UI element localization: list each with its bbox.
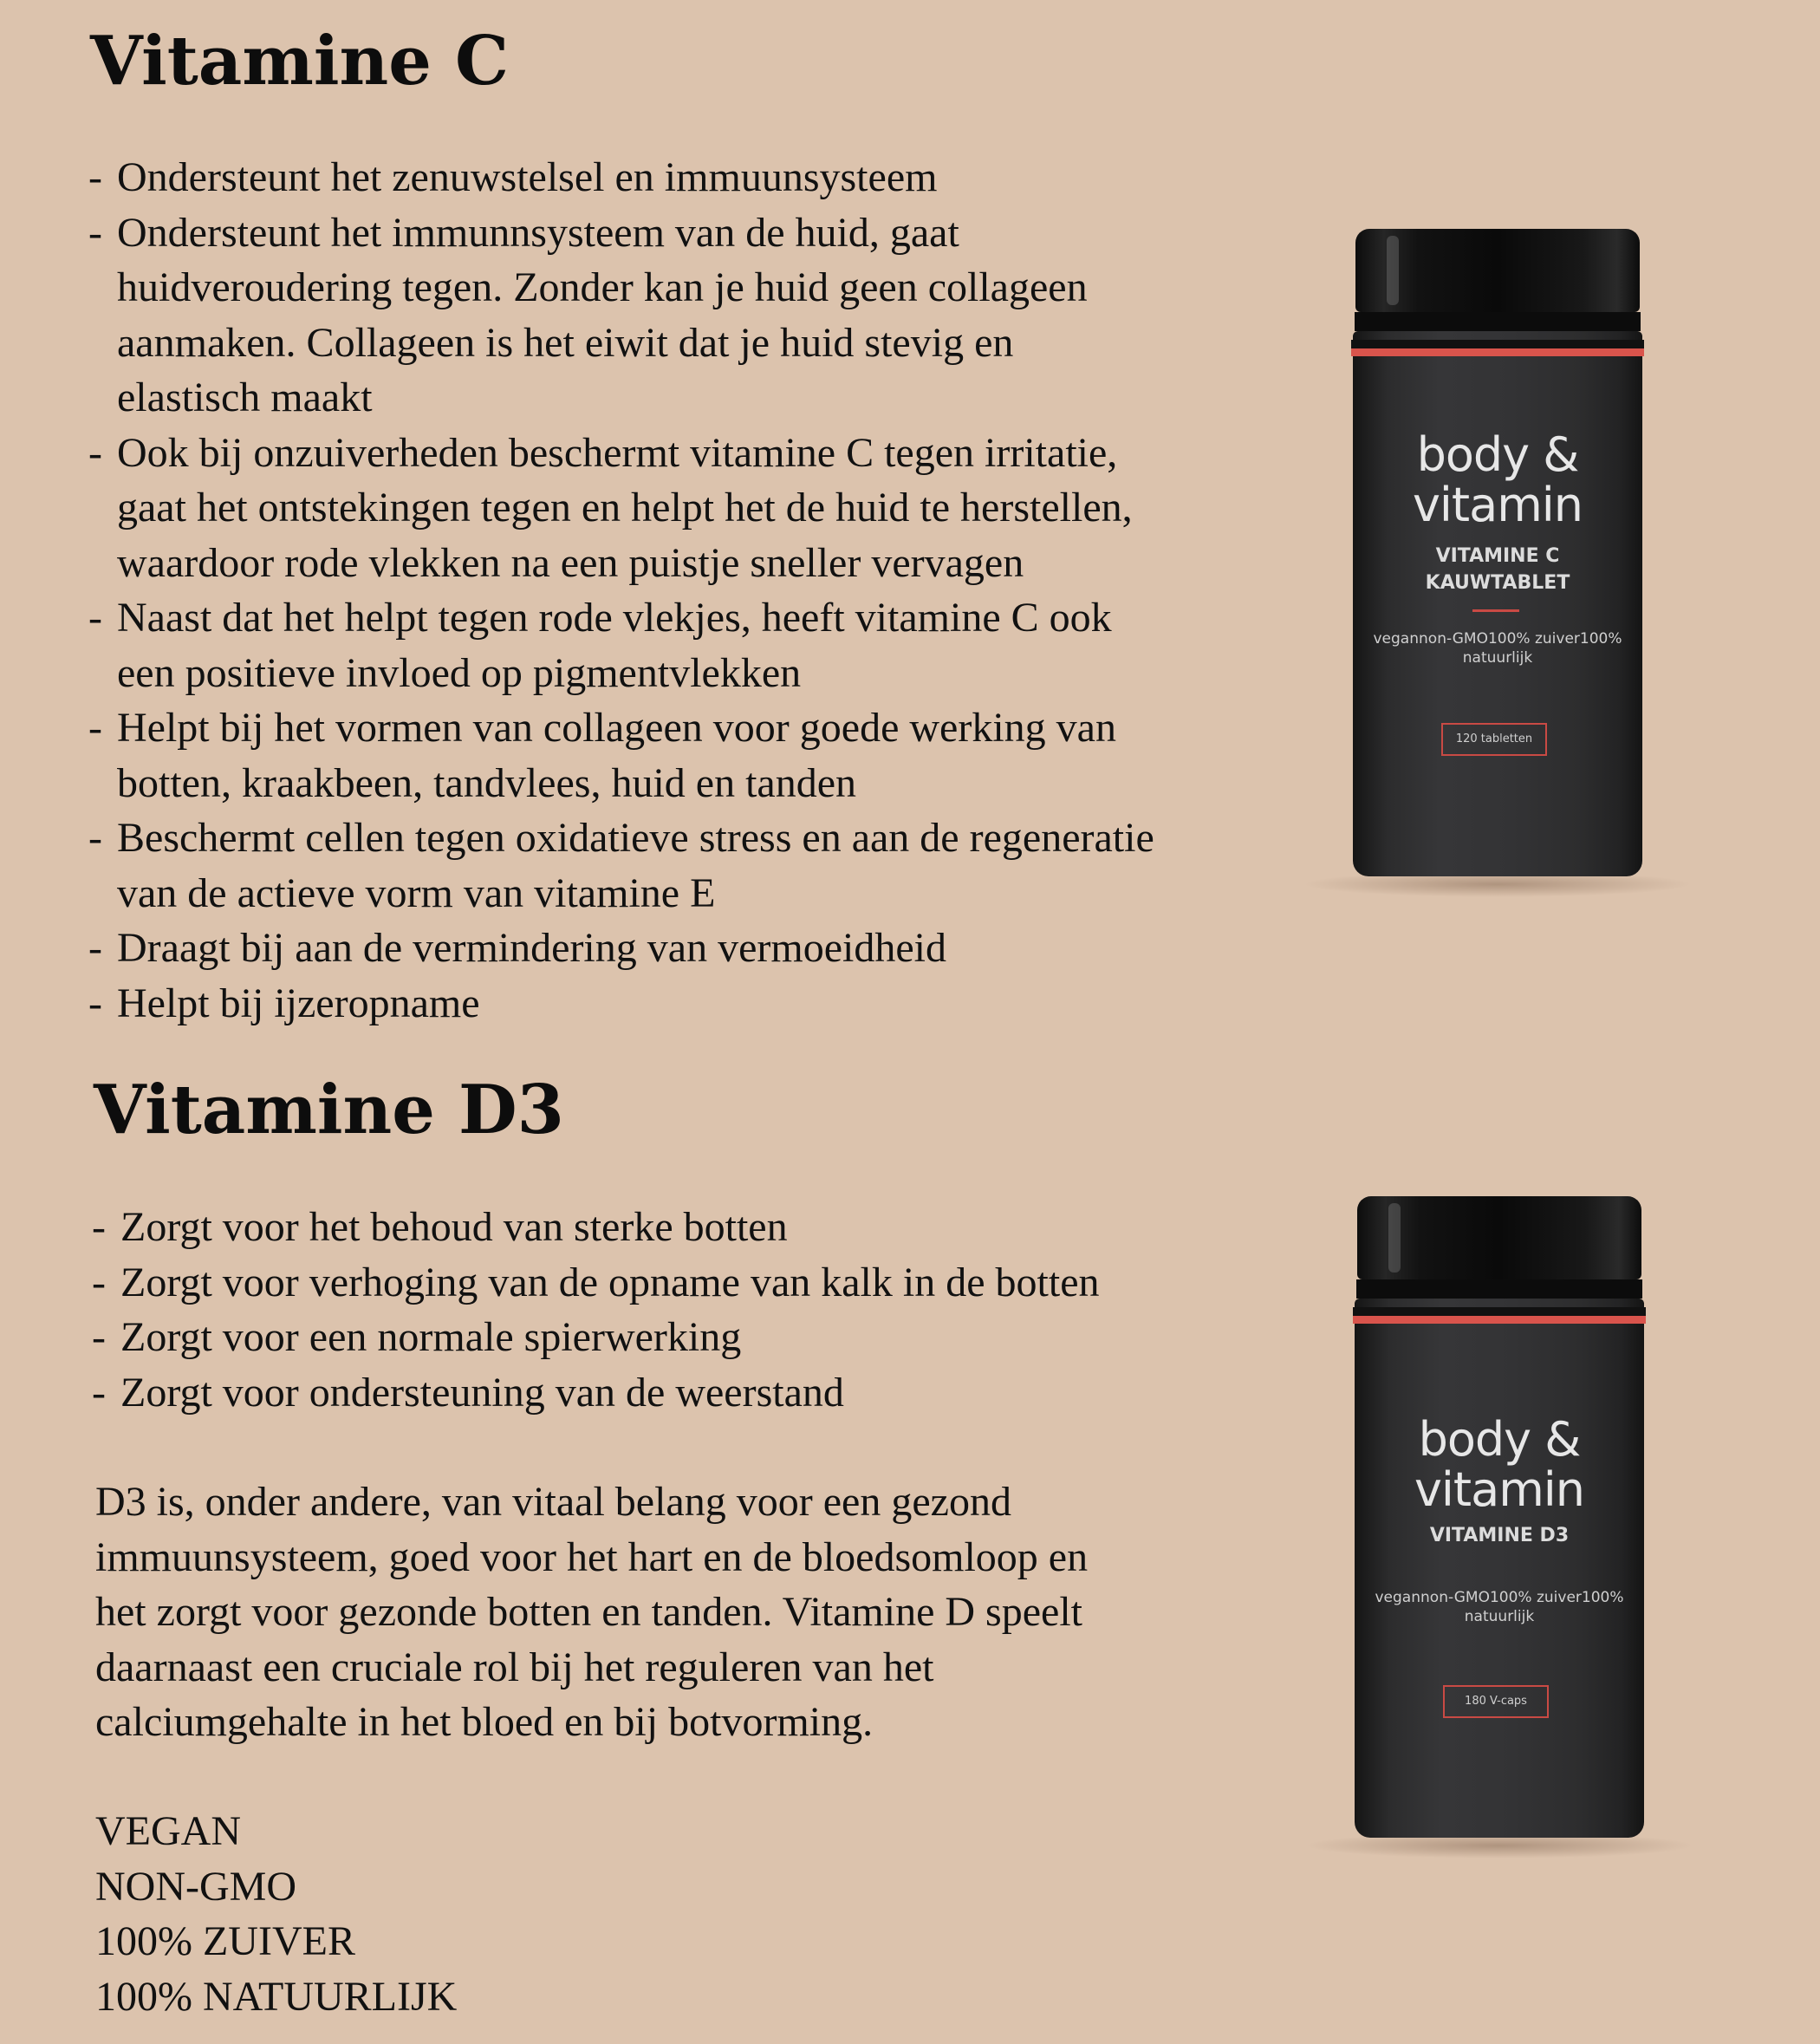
vitamin-d3-description (95, 1474, 1088, 1750)
list-item: - Ook bij onzuiverheden beschermt vitamine C tegen irritatie, gaat het ontstekingen tegen en helpt het de huid te herstellen, waardoor rode vlekken na een puistje sneller vervagen (88, 429, 1133, 586)
list-item: - Helpt bij ijzeropname (88, 980, 480, 1026)
list-item: - Beschermt cellen tegen oxidatieve stress en aan de regeneratie van de actieve vorm van vitamine E (88, 815, 1154, 916)
claim-line: 100% ZUIVER (95, 1918, 355, 1964)
product-name: VITAMINE C KAUWTABLET (1425, 545, 1570, 594)
paragraph-line: immuunsysteem, goed voor het hart en de bloedsomloop en (95, 1533, 1089, 1580)
feature-line: 100% zuiver (1487, 630, 1580, 648)
paragraph-line: het zorgt voor gezonde botten en tanden. Vitamine D speelt (95, 1589, 1083, 1635)
list-item: - Zorgt voor een normale spierwerking (92, 1314, 742, 1360)
feature-line: 100% zuiver (1489, 1589, 1582, 1606)
product-features (1355, 1588, 1644, 1626)
list-item: - Ondersteunt het immunnsysteem van de huid, gaat huidveroudering tegen. Zonder kan je huid geen collageen aanmaken. Collageen is het eiwit dat je huid stevig en elastisch maakt (88, 209, 1088, 420)
feature-line: 100% natuurlijk (1464, 1589, 1624, 1625)
list-item: - Helpt bij het vormen van collageen voor goede werking van botten, kraakbeen, tandvlees, huid en tanden (88, 705, 1116, 806)
list-item: - Zorgt voor ondersteuning van de weerstand (92, 1369, 844, 1416)
vitamin-d3-product-image (1356, 1196, 1642, 1838)
list-item: - Zorgt voor verhoging van de opname van kalk in de botten (92, 1259, 1100, 1305)
list-item: - Draagt bij aan de vermindering van vermoeidheid (88, 925, 946, 971)
label-divider (1472, 609, 1519, 612)
paragraph-line: daarnaast een cruciale rol bij het reguleren van het (95, 1644, 934, 1690)
feature-line: vegan (1373, 630, 1420, 648)
product-features (1353, 629, 1642, 667)
claim-line: VEGAN (95, 1808, 241, 1854)
vitamin-c-benefits-list (88, 150, 1154, 1031)
list-item: - Naast dat het helpt tegen rode vlekjes, heeft vitamine C ook een positieve invloed op pigmentvlekken (88, 595, 1112, 696)
jar-body (1355, 1299, 1644, 1838)
vitamin-d3-heading: Vitamine D3 (94, 1071, 564, 1149)
feature-line: vegan (1375, 1589, 1421, 1606)
jar-body (1353, 331, 1642, 876)
paragraph-line: calciumgehalte in het bloed en bij botvorming. (95, 1699, 874, 1745)
jar-red-stripe (1351, 348, 1644, 356)
product-count-badge: 120 tabletten (1441, 723, 1547, 756)
claim-line: 100% NATUURLIJK (95, 1973, 458, 2020)
feature-line: 100% natuurlijk (1462, 630, 1622, 667)
jar-red-stripe (1353, 1316, 1646, 1324)
jar-lid (1355, 229, 1640, 312)
feature-line: non-GMO (1420, 1589, 1490, 1606)
brand-logo: body & vitamin (1414, 1412, 1585, 1517)
vitamin-c-heading: Vitamine C (90, 22, 510, 101)
jar-lid (1357, 1196, 1641, 1279)
feature-line: non-GMO (1419, 630, 1488, 648)
product-name: VITAMINE D3 (1429, 1525, 1570, 1546)
list-item: - Ondersteunt het zenuwstelsel en immuunsysteem (88, 154, 938, 200)
paragraph-line: D3 is, onder andere, van vitaal belang voor een gezond (95, 1479, 1011, 1525)
vitamin-c-product-image (1355, 229, 1641, 876)
vitamin-d3-benefits-list (92, 1200, 1100, 1420)
brand-logo: body & vitamin (1412, 427, 1583, 532)
vitamin-d3-claims (95, 1804, 457, 2024)
claim-line: NON-GMO (95, 1863, 296, 1910)
product-count-badge: 180 V-caps (1443, 1685, 1549, 1718)
list-item: - Zorgt voor het behoud van sterke botten (92, 1204, 788, 1250)
